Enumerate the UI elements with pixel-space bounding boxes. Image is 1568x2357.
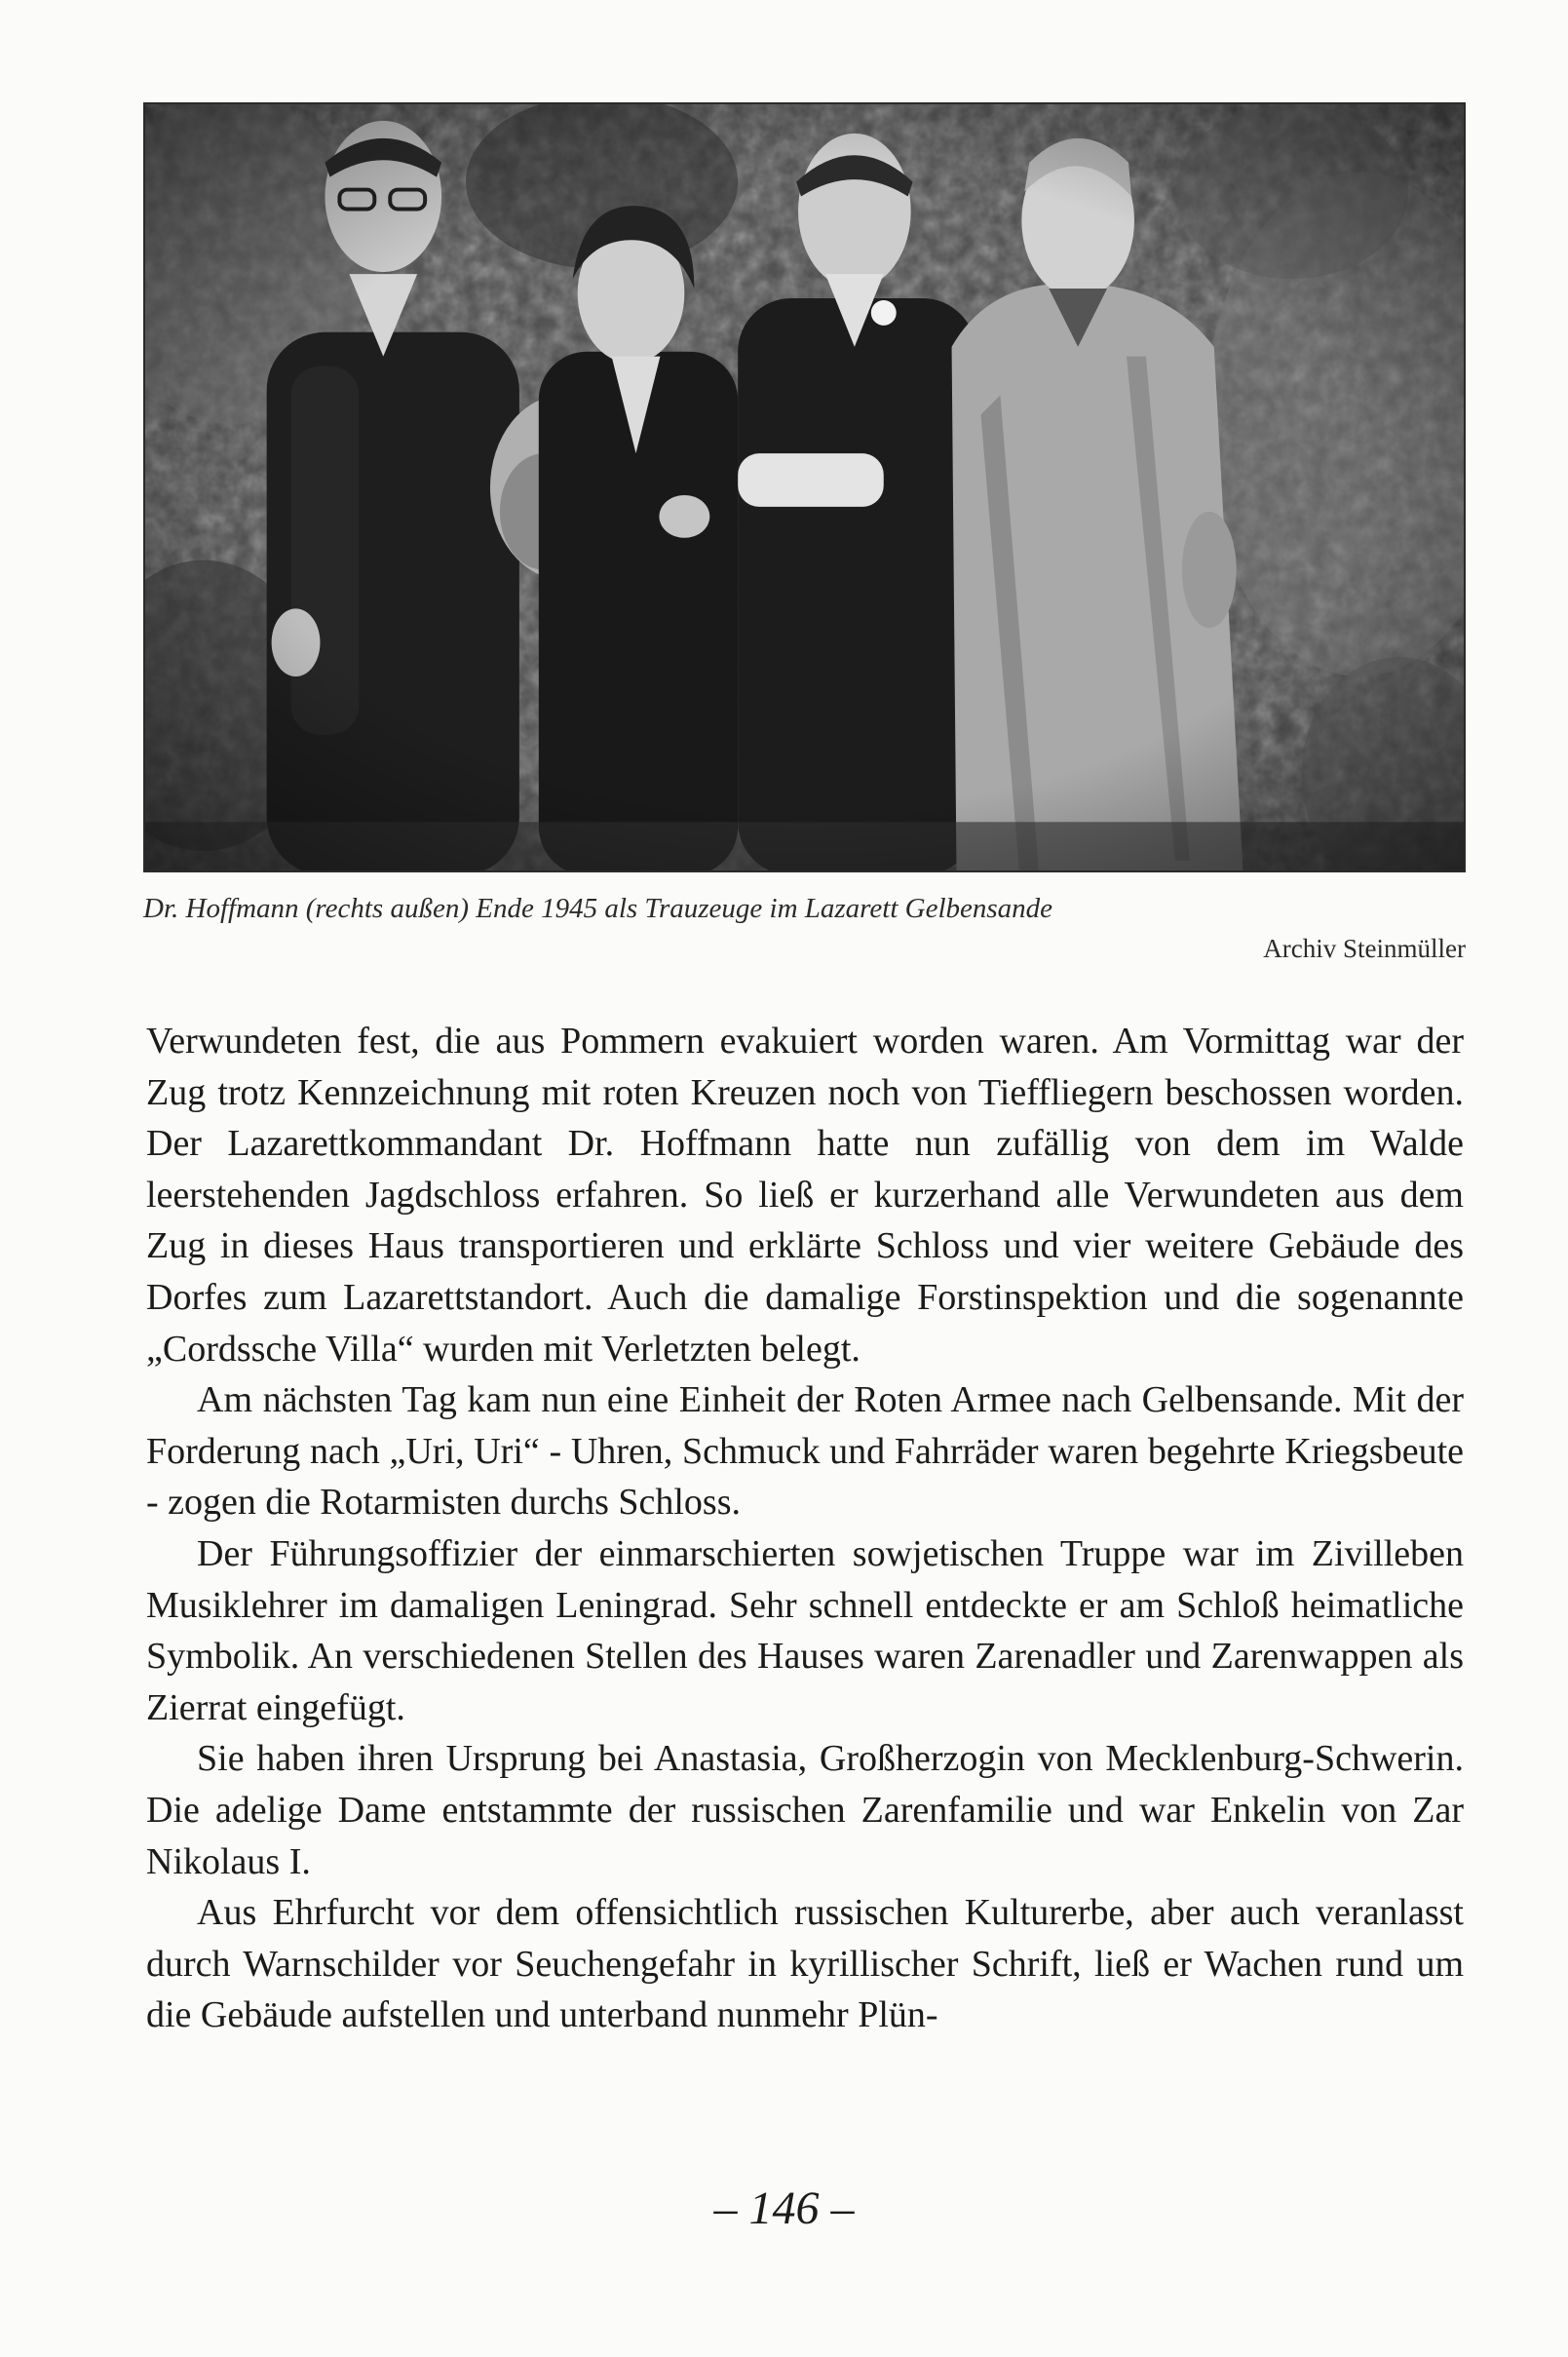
photograph-image [145,104,1464,870]
paragraph: Verwundeten fest, die aus Pommern evakuiert worden waren. Am Vormittag war der Zug trotz Kennzeichnung mit roten Kreuzen noch von Tieffliegern beschossen worden. Der Lazarettkommandant Dr. Hoffmann hatte nun zufällig von dem im Walde leerstehenden Jagdschloss erfahren. So ließ er kurzerhand alle Verwundeten aus dem Zug in dieses Haus transportieren und erklärte Schloss und vier weitere Gebäude des Dorfes zum Lazarettstandort. Auch die damalige Forstinspektion und die sogenannte „Cordssche Villa“ wurden mit Verletzten belegt. [146,1021,1464,1370]
page-number: – 146 – [713,2183,855,2234]
body-text [146,1016,1464,2041]
paragraph: Am nächsten Tag kam nun eine Einheit der Roten Armee nach Gelbensande. Mit der Forderung nach „Uri, Uri“ - Uhren, Schmuck und Fahrräder waren begehrte Kriegsbeute - zogen die Rotarmisten durchs Schloss. [146,1379,1464,1524]
paragraph: Aus Ehrfurcht vor dem offensichtlich russischen Kulturerbe, aber auch veranlasst durch Warnschilder vor Seuchengefahr in kyrillischer Schrift, ließ er Wachen rund um die Gebäude aufstellen und unterband nunmehr Plün- [146,1892,1464,2036]
photo-caption: Dr. Hoffmann (rechts außen) Ende 1945 als Trauzeuge im Lazarett Gelbensande [143,893,1053,924]
paragraph: Sie haben ihren Ursprung bei Anastasia, Großherzogin von Mecklenburg-Schwerin. Die adelige Dame entstammte der russischen Zarenfamilie und war Enkelin von Zar Nikolaus I. [146,1738,1464,1882]
paragraph: Der Führungsoffizier der einmarschierten sowjetischen Truppe war im Zivilleben Musiklehrer im damaligen Leningrad. Sehr schnell entdeckte er am Schloß heimatliche Symbolik. An verschiedenen Stellen des Hauses waren Zarenadler und Zarenwappen als Zierrat eingefügt. [146,1532,1464,1728]
photo-credit: Archiv Steinmüller [1263,934,1466,963]
photograph [143,102,1466,872]
